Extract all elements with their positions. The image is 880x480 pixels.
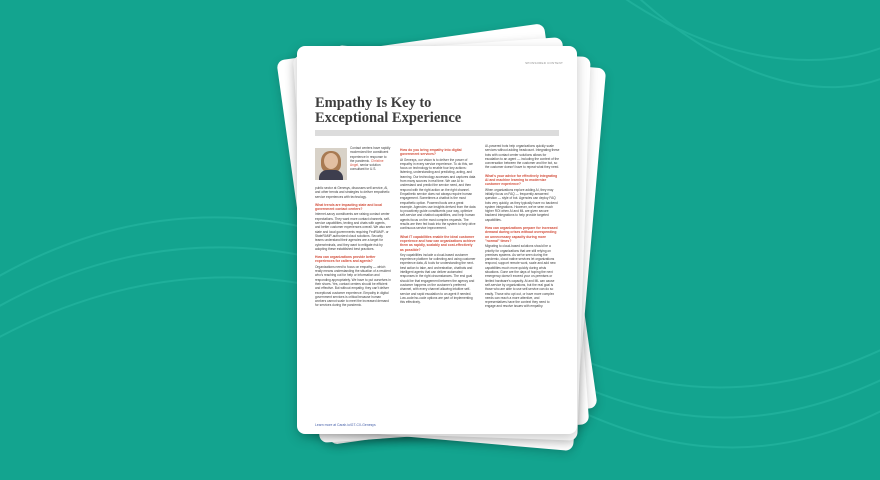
section-heading: How can organizations prepare for increased demand during crises without overspending on unnecessary capacity during more "normal" times?	[485, 226, 558, 243]
column-3	[485, 144, 561, 311]
section-body: AI-powered bots help organizations quickly scale services without adding headcount. Integrating these bots with contact center solutions allows for escalation to an agent — including the context of the conversation between the customer and the bot, so the customer doesn't have to repeat what they need.	[485, 144, 560, 170]
intro-text: Contact centers have rapidly modernized the constituent experience in response to the pandemic. Christine Angel, senior solution consultant for U.S.	[350, 146, 391, 172]
section-heading: How do you bring empathy into digital government services?	[400, 148, 462, 157]
intro-block	[315, 144, 391, 186]
title-divider	[315, 130, 559, 136]
learn-more-link[interactable]: Learn more at Carah.io/GT-CX-Genesys	[315, 423, 376, 427]
section-body: Organizations need to focus on empathy — which really means understanding the situation of a resident who's reaching out for help or information and responding appropriately. We have to put ourselves in their shoes. Yes, contact centers should be efficient and effective. But without empathy, they can't deliver exceptional customer experience. Empathy in digital government services is critical because human workers cannot scale to meet the increased demand for services during the pandemic.	[315, 264, 391, 308]
section-heading: What IT capabilities enable the ideal customer experience and how can organizations achieve them as rapidly, scalably and cost-effectively as possible?	[400, 234, 476, 252]
section-body: At Genesys, our vision is to deliver the power of empathy in every service experience. To do this, we focus on technology to enable four key actions: listening, understanding and predicting, acting, and learning. Our technology accesses and captures data from many sources in real time. We use AI to understand and predict the service need, and then respond with the right action on the right channel. Empathetic service does not always require human engagement. Sometimes a chatbot is the most empathetic option. Powered tools are a great example. Agencies use insights derived from the data to proactively guide constituents your way, optimize self-service and chatbot capabilities, and help human agents focus on the most complex requests. The results are then fed back into the system to help drive continuous service improvement.	[400, 157, 476, 231]
section-body: When organizations explore adding AI, they may initially focus on FAQ — frequently answered question — style of bot. Agencies can deploy FAQ bots very quickly, as they typically have no backend system integrations. However, we've seen much higher ROI when AI and ML are given secure backend integrations to help provide targeted capabilities.	[485, 187, 558, 222]
front-page	[297, 46, 577, 434]
author-photo	[315, 148, 347, 180]
intro-tail: public sector at Genesys, discusses self-service, AI, and other trends and strategies to deliver empathetic service experiences with technology.	[315, 186, 390, 199]
title-line-2: Exceptional Experience	[315, 110, 462, 126]
section-body: Key capabilities include a cloud-based customer experience platform for collecting and using customer experience data, AI tools for understanding the next-best action to take, and orchestration, chatbots and intelligent agents that can deliver automated responses in the right circumstances. The end goal should be that engagement between the agency and customer happens on the customer's preferred channel, with every channel allowing intuitive self-service and rapid escalation to an agent if needed. Low-code/no-code options are part of implementing this effectively.	[400, 252, 476, 305]
section-body: Internet-savvy constituents are raising contact center expectations. They want more contact channels, self-service capabilities, texting and chats with agents, and better customer experiences overall. We also see state and local governments requiring FedRAMP- or StateRAMP-authorized cloud solutions. Security teams understand their agencies are a target for cybercriminals, and they want to mitigate risk by adopting these established best practices.	[315, 212, 391, 251]
sponsored-tag: SPONSORED CONTENT	[525, 61, 563, 65]
section-heading: What's your advice for effectively integrating AI and machine learning to modernize customer experience?	[485, 173, 558, 187]
column-2	[400, 144, 476, 306]
page-title	[315, 96, 555, 126]
section-heading: How can organizations provide better experiences for callers and agents?	[315, 255, 376, 264]
column-1	[315, 144, 391, 310]
title-line-1: Empathy Is Key to	[315, 95, 432, 111]
section-heading: What trends are impacting state and local government contact centers?	[315, 202, 383, 212]
section-body: Migrating to cloud-based solutions should be a priority for organizations that are still relying on premises systems. As we've seen during the pandemic, cloud native services let organizations respond, support remote work, scale and add new capabilities much more quickly during crisis situations. Gone are the days of hoping the next emergency doesn't exceed your on-premises or limited hardware's capacity. At and ML can cause self-service by organizations, but the real goal is those who are able to use self-service can do so easily. Those who opt out, or have more complex needs can reach a more attentive, and representatives have the context they need to engage and resolve issues with empathy.	[485, 244, 556, 309]
author-name: Christine Angel,	[350, 158, 384, 168]
